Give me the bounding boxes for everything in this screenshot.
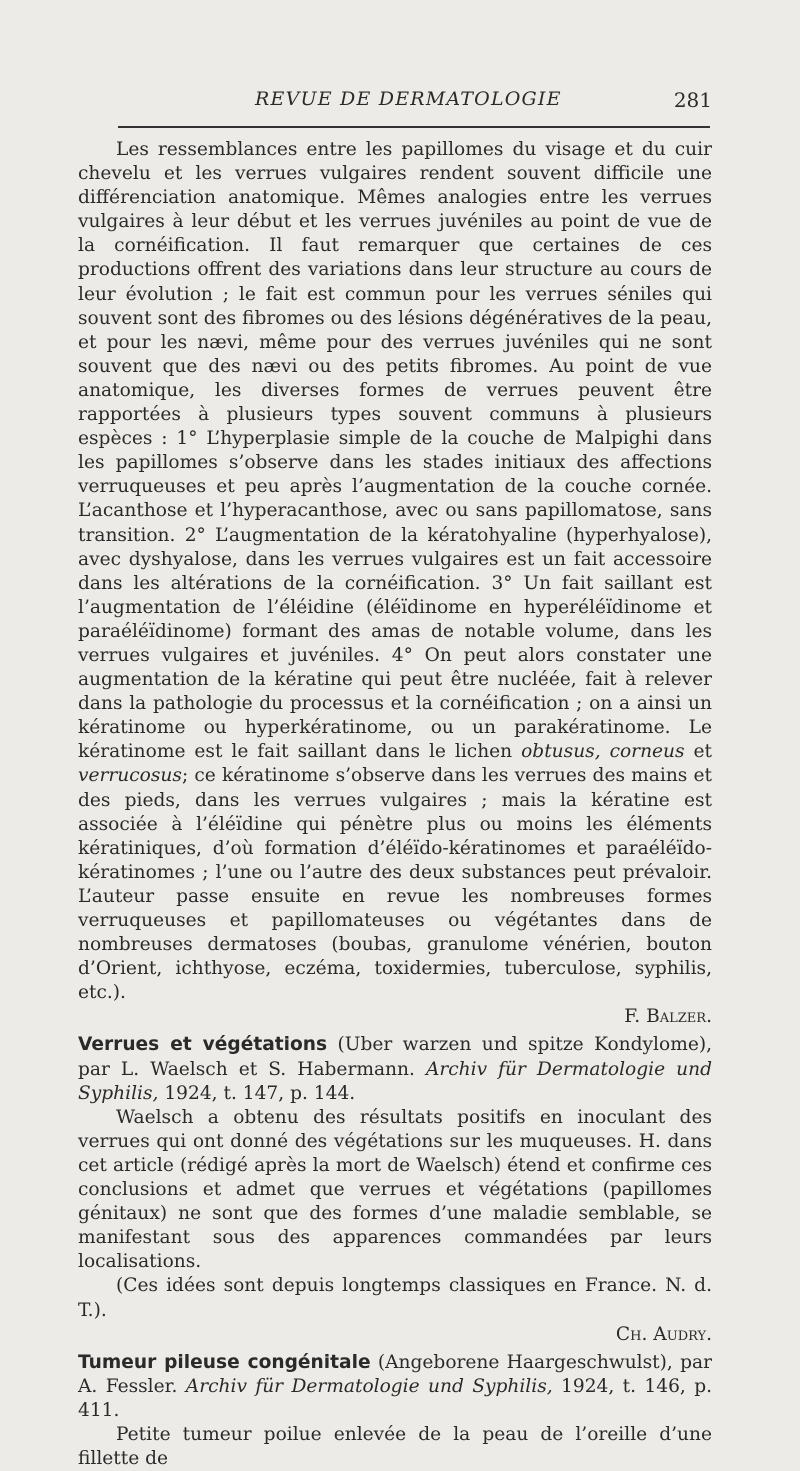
article3-ref-end: 1924, t. 146, p. 411. [78,1375,713,1421]
article2-ref-end: 1924, t. 147, p. 144. [164,1082,356,1104]
article2-ref: (Uber warzen und spitze Kondylome), par L. Waelsch et S. Habermann. [78,1034,712,1080]
article2-signature: Ch. Audry. [615,1323,712,1345]
running-header [80,88,712,116]
article2-title: Verrues et végétations [78,1034,328,1056]
running-title: REVUE DE DERMATOLOGIE [255,88,562,110]
page-number: 281 [673,88,712,112]
article3-heading [78,1351,712,1423]
article3-title: Tumeur pileuse congénitale [78,1351,371,1373]
article3-ref: (Angeborene Haargeschwulst), par A. Fessler. [78,1351,712,1397]
article1-italic2: verrucosus [78,765,182,787]
article3-paragraph-1: Petite tumeur poilue enlevée de la peau de l’oreille d’une fillette de [78,1423,712,1470]
article1-text2: ; ce kératinome s’observe dans les verrues des mains et des pieds, dans les verrues vulgaires ; mais la kératine est associée à l’éléïdine qui pénètre plus ou moins les éléments kératiniques, d’où formation d’éléïdo-kératinomes et paraéléïdo-kératinomes ; l’une ou l’autre des deux substances peut prévaloir. L’auteur passe ensuite en revue les nombreuses formes verruqueuses et papillomateuses ou végétantes dans de nombreuses dermatoses (boubas, granulome vénérien, bouton d’Orient, ichthyose, eczéma, toxidermies, tuberculose, syphilis, etc.). [78,765,712,1004]
article2-paragraph-1: Waelsch a obtenu des résultats positifs en inoculant des verrues qui ont donné des végétations sur les muqueuses. H. dans cet article (rédigé après la mort de Waelsch) étend et confirme ces conclusions et admet que verrues et végétations (papillomes génitaux) ne sont que des formes d’une maladie semblable, se manifestant sous des apparences commandées par leurs localisations. [78,1106,712,1273]
article2-paragraph-2: (Ces idées sont depuis longtemps classiques en France. N. d. T.). [78,1275,712,1321]
article1-body [78,138,712,1005]
header-rule [118,126,710,128]
article1-italic1: obtusus, corneus [521,741,685,763]
article1-text: Les ressemblances entre les papillomes du visage et du cuir chevelu et les verrues vulgaires rendent souvent difficile une différenciation anatomique. Mêmes analogies entre les verrues vulgaires à leur début et les verrues juvéniles au point de vue de la cornéification. Il faut remarquer que certaines de ces productions offrent des variations dans leur structure au cours de leur évolution ; le fait est commun pour les verrues séniles qui souvent sont des fibromes ou des lésions dégénératives de la peau, et pour les nævi, même pour des verrues juvéniles qui ne sont souvent que des nævi ou des petits fibromes. Au point de vue anatomique, les diverses formes de verrues peuvent être rapportées à plusieurs types souvent communs à plusieurs espèces : 1° L’hyperplasie simple de la couche de Malpighi dans les papillomes s’observe dans les stades initiaux des affections verruqueuses et peu après l’augmentation de la couche cornée. L’acanthose et l’hyperacanthose, avec ou sans papillomatose, sans transition. 2° L’augmentation de la kératohyaline (hyperhyalose), avec dyshyalose, dans les verrues vulgaires est un fait accessoire dans les altérations de la cornéification. 3° Un fait saillant est l’augmentation de l’éléidine (éléïdinome en hyperéléïdinome et paraéléïdinome) formant des amas de notable volume, dans les verrues vulgaires et juvéniles. 4° On peut alors constater une augmentation de la kératine qui peut être nucléée, fait à relever dans la pathologie du processus et la cornéification ; on a ainsi un kératinome ou hyperkératinome, ou un parakératinome. Le kératinome est le fait saillant dans le lichen [78,139,712,763]
article2-heading [78,1033,712,1105]
page-body [78,138,712,1471]
article1-signature: F. Balzer. [624,1006,712,1028]
article2-journal: Archiv für Dermatologie und Syphilis, [78,1058,712,1104]
article3-journal: Archiv für Dermatologie und Syphilis, [185,1375,553,1397]
article1-mid: et [693,741,712,763]
